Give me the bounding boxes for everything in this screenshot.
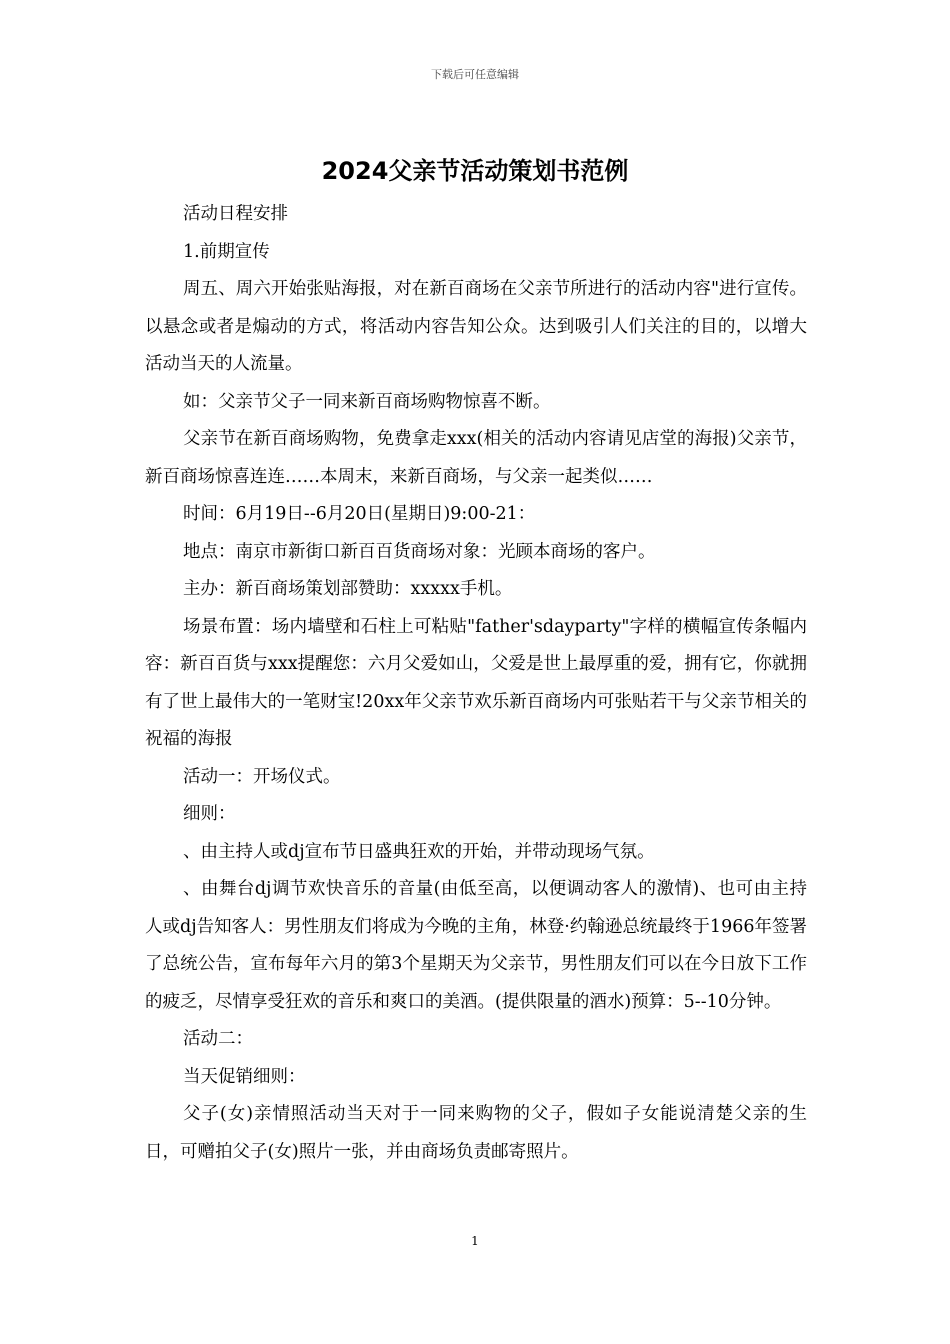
paragraph: 当天促销细则：: [183, 1066, 306, 1087]
paragraph: 地点：南京市新街口新百百货商场对象：光顾本商场的客户。: [183, 541, 656, 562]
paragraph: 如：父亲节父子一同来新百商场购物惊喜不断。: [183, 391, 551, 412]
paragraph: 父子(女)亲情照活动当天对于一同来购物的父子，假如子女能说清楚父亲的生日，可赠拍父子(女)照片一张，并由商场负责邮寄照片。: [145, 1104, 807, 1162]
paragraph: 主办：新百商场策划部赞助：xxxxx手机。: [183, 579, 513, 599]
paragraph: 父亲节在新百商场购物，免费拿走xxx(相关的活动内容请见店堂的海报)父亲节，新百商场惊喜连连……本周末，来新百商场，与父亲一起类似……: [145, 429, 807, 487]
page-number: 1: [471, 1234, 479, 1248]
paragraph: 活动一：开场仪式。: [183, 766, 341, 787]
paragraph: 时间：6月19日--6月20日(星期日)9:00-21：: [183, 504, 536, 524]
paragraph: 细则：: [183, 804, 236, 824]
paragraph: 1.前期宣传: [183, 241, 270, 262]
paragraph: 活动日程安排: [183, 204, 288, 224]
paragraph: 活动二：: [183, 1029, 253, 1049]
paragraph: 周五、周六开始张贴海报，对在新百商场在父亲节所进行的活动内容"进行宣传。以悬念或者是煽动的方式，将活动内容告知公众。达到吸引人们关注的目的，以增大活动当天的人流量。: [145, 279, 807, 374]
header-note: 下载后可任意编辑: [431, 68, 519, 81]
paragraph: 场景布置：场内墙壁和石柱上可粘贴"father'sdayparty"字样的横幅宣传条幅内容：新百百货与xxx提醒您：六月父爱如山，父爱是世上最厚重的爱，拥有它，你就拥有了世上最伟大的一笔财宝!20xx年父亲节欢乐新百商场内可张贴若干与父亲节相关的祝福的海报: [145, 616, 807, 749]
document-title: 2024父亲节活动策划书范例: [321, 157, 629, 185]
document-body: [145, 196, 807, 1171]
paragraph: 、由主持人或dj宣布节日盛典狂欢的开始，并带动现场气氛。: [183, 841, 655, 862]
paragraph: 、由舞台dj调节欢快音乐的音量(由低至高，以便调动客人的激情)、也可由主持人或dj告知客人：男性朋友们将成为今晚的主角，林登·约翰逊总统最终于1966年签署了总统公告，宣布每年六月的第3个星期天为父亲节，男性朋友们可以在今日放下工作的疲乏，尽情享受狂欢的音乐和爽口的美酒。(提供限量的酒水)预算：5--10分钟。: [145, 879, 807, 1012]
